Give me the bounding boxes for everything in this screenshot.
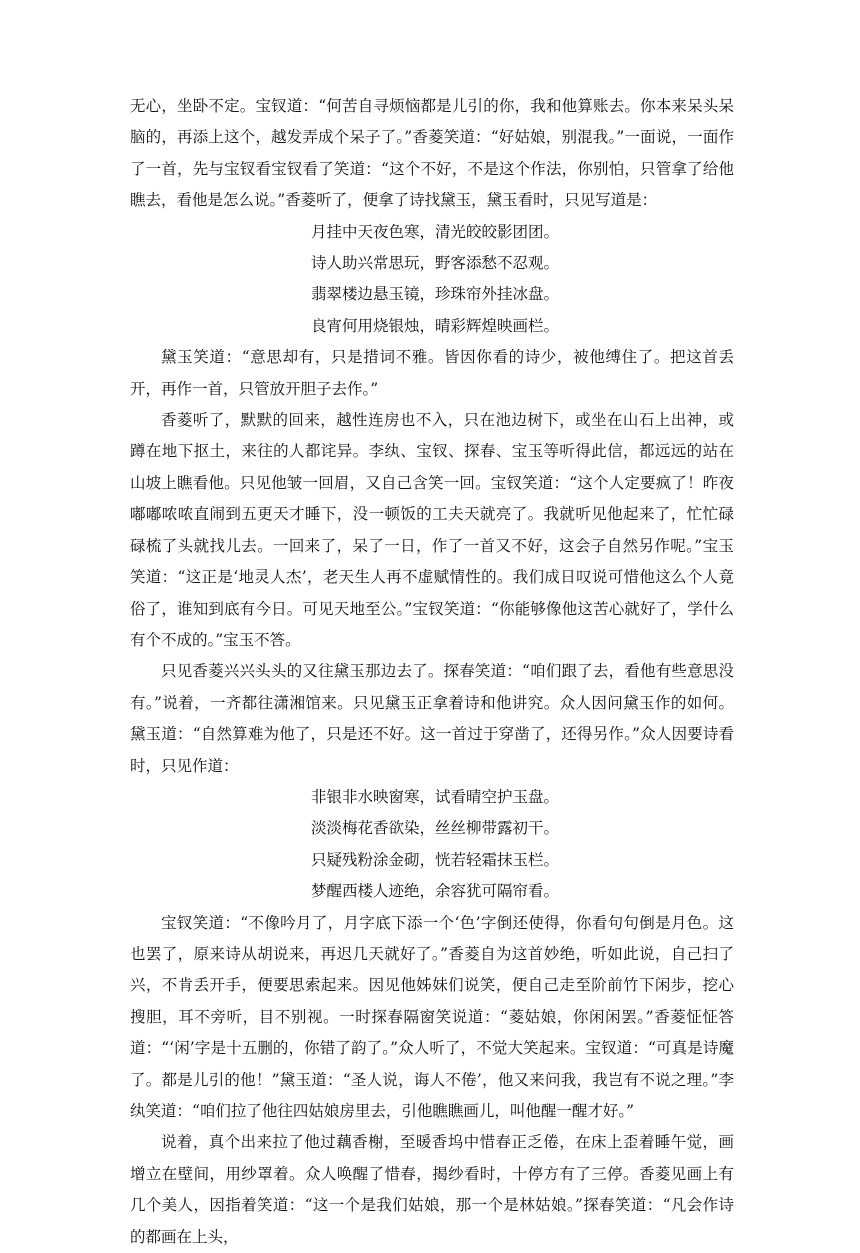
poem-line: 梦醒西楼人迹绝，余容犹可隔帘看。: [311, 882, 560, 901]
paragraph: 宝钗笑道：“不像吟月了，月字底下添一个‘色’字倒还使得，你看句句倒是月色。这也罢了，原来诗从胡说来，再迟几天就好了。”香菱自为这首妙绝，听如此说，自己扫了兴，不肯丢开手，便要思索起来。因见他姊妹们说笑，便自己走至阶前竹下闲步，挖心搜胆，耳不旁听，目不别视。一时探春隔窗笑说道：“菱姑娘，你闲闲罢。”香菱怔怔答道：“‘闲’字是十五删的，你错了韵了。”众人听了，不觉大笑起来。宝钗道：“可真是诗魔了。都是儿引的他！”黛玉道：“圣人说，诲人不倦’，他又来问我，我岂有不说之理。”李纨笑道：“咱们拉了他往四姑娘房里去，引他瞧瞧画儿，叫他醒一醒才好。”: [130, 913, 734, 1120]
paragraph: 无心，坐卧不定。宝钗道：“何苦自寻烦恼都是儿引的你，我和他算账去。你本来呆头呆脑的，再添上这个，越发弄成个呆子了。”香菱笑道：“好姑娘，别混我。”一面说，一面作了一首，先与宝钗看宝钗看了笑道：“这个不好，不是这个作法，你别怕，只管拿了给他瞧去，看他是怎么说。”香菱听了，便拿了诗找黛玉，黛玉看时，只见写道是：: [130, 97, 734, 210]
poem-line: 非银非水映窗寒，试看晴空护玉盘。: [311, 787, 560, 806]
paragraph: 黛玉笑道：“意思却有，只是措词不雅。皆因你看的诗少，被他缚住了。把这首丢开，再作一首，只管放开胆子去作。”: [130, 348, 734, 398]
poem-block: [130, 217, 734, 343]
poem-line: 翡翠楼边悬玉镜，珍珠帘外挂冰盘。: [311, 285, 560, 304]
paragraph: 只见香菱兴兴头头的又往黛玉那边去了。探春笑道：“咱们跟了去，看他有些意思没有。”说着，一齐都往潇湘馆来。只见黛玉正拿着诗和他讲究。众人因问黛玉作的如何。黛玉道：“自然算难为他了，只是还不好。这一首过于穿凿了，还得另作。”众人因要诗看时，只见作道：: [130, 662, 734, 775]
paragraph: 说着，真个出来拉了他过藕香榭，至暖香坞中惜春正乏倦，在床上歪着睡午觉，画增立在壁间，用纱罩着。众人唤醒了惜春，揭纱看时，十停方有了三停。香菱见画上有几个美人，因指着笑道：“这一个是我们姑娘，那一个是林姑娘。”探春笑道：“凡会作诗的都画在上头，: [130, 1133, 734, 1246]
document-page: [130, 91, 734, 1253]
poem-line: 良宵何用烧银烛，晴彩辉煌映画栏。: [311, 316, 560, 335]
poem-line: 诗人助兴常思玩，野客添愁不忍观。: [311, 254, 560, 273]
poem-line: 淡淡梅花香欲染，丝丝柳带露初干。: [311, 819, 560, 838]
poem-block: [130, 782, 734, 908]
poem-line: 只疑残粉涂金砌，恍若轻霜抹玉栏。: [311, 850, 560, 869]
poem-line: 月挂中天夜色寒，清光皎皎影团团。: [311, 222, 560, 241]
paragraph: 香菱听了，默默的回来，越性连房也不入，只在池边树下，或坐在山石上出神，或蹲在地下抠土，来往的人都诧异。李纨、宝钗、探春、宝玉等听得此信，都远远的站在山坡上瞧看他。只见他皱一回眉，又自己含笑一回。宝钗笑道：“这个人定要疯了！昨夜嘟嘟哝哝直闹到五更天才睡下，没一顿饭的工夫天就亮了。我就听见他起来了，忙忙碌碌梳了头就找儿去。一回来了，呆了一日，作了一首又不好，这会子自然另作呢。”宝玉笑道：“这正是‘地灵人杰’，老天生人再不虚赋情性的。我们成日叹说可惜他这么个人竟俗了，谁知到底有今日。可见天地至公。”宝钗笑道：“你能够像他这苦心就好了，学什么有个不成的。”宝玉不答。: [130, 411, 734, 649]
